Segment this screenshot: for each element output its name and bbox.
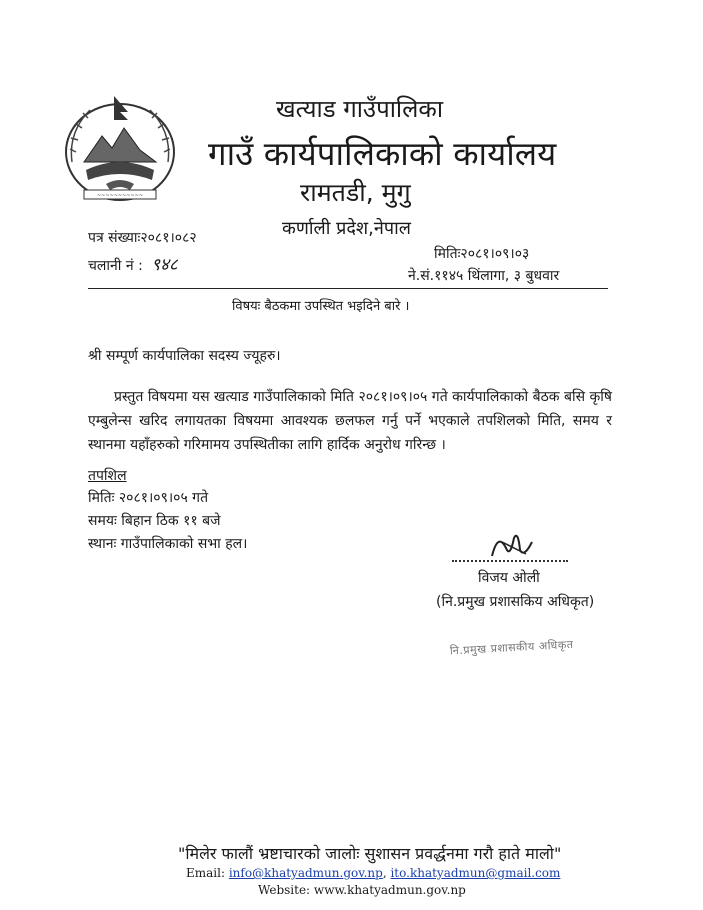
municipality-name: खत्याड गाउँपालिका [276, 95, 444, 123]
meeting-time: समयः बिहान ठिक ११ बजे [88, 513, 221, 529]
signatory-name: विजय ओली [478, 570, 540, 586]
dispatch-number [88, 252, 178, 275]
letter-date: मितिः२०८१।०९।०३ [434, 246, 530, 262]
signatory-title: (नि.प्रमुख प्रशासकिय अधिकृत) [436, 594, 595, 610]
svg-text:~~~~~~~~~~~: ~~~~~~~~~~~ [96, 193, 144, 199]
signature-scribble-icon [488, 528, 536, 568]
dispatch-number-value: ९४८ [151, 255, 178, 275]
letter-body: प्रस्तुत विषयमा यस खत्याड गाउँपालिकाको मिति २०८१।०९।०५ गते कार्यपालिकाको बैठक बसि कृषि एम्बुलेन्स खरिद लगायतका विषयमा आवश्यक छलफल गर्नु पर्ने भएकाले तपशिलको मिति, समय र स्थानमा यहाँहरुको गरिमामय उपस्थितीका लागि हार्दिक अनुरोध गरिन्छ । [88, 389, 612, 453]
header-divider [88, 288, 608, 289]
email-link-ito[interactable]: ito.khatyadmun@gmail.com [390, 866, 561, 880]
office-name: गाउँ कार्यपालिकाको कार्यालय [208, 134, 557, 173]
dispatch-number-label: चलानी नं : [88, 258, 143, 274]
email-label: Email: [186, 866, 226, 880]
footer-motto: "मिलेर फालौं भ्रष्टाचारको जालोः सुशासन प्रवर्द्धनमा गरौ हाते मालो" [178, 844, 562, 863]
footer-website: Website: www.khatyadmun.gov.np [258, 883, 466, 897]
email-link-info[interactable]: info@khatyadmun.gov.np [228, 866, 383, 880]
office-place: रामतडी, मुगु [300, 178, 411, 207]
meeting-date: मितिः २०८१।०९।०५ गते [88, 490, 209, 506]
signature-line [452, 550, 568, 562]
letter-number: पत्र संख्याः२०८१।०८२ [88, 230, 197, 246]
details-heading: तपशिल [88, 468, 127, 484]
province-name: कर्णाली प्रदेश,नेपाल [282, 218, 411, 239]
nepal-sambat-date: ने.सं.११४५ थिंलागा, ३ बुधवार [408, 268, 560, 284]
footer-email [186, 866, 560, 880]
meeting-venue: स्थानः गाउँपालिकाको सभा हल। [88, 536, 248, 552]
email-separator: , [382, 866, 387, 880]
letter-subject: विषयः बैठकमा उपस्थित भइदिने बारे । [232, 299, 410, 314]
officer-stamp: नि.प्रमुख प्रशासकीय अधिकृत [449, 637, 574, 658]
salutation: श्री सम्पूर्ण कार्यपालिका सदस्य ज्यूहरु। [88, 348, 281, 364]
nepal-emblem-icon [62, 92, 178, 204]
